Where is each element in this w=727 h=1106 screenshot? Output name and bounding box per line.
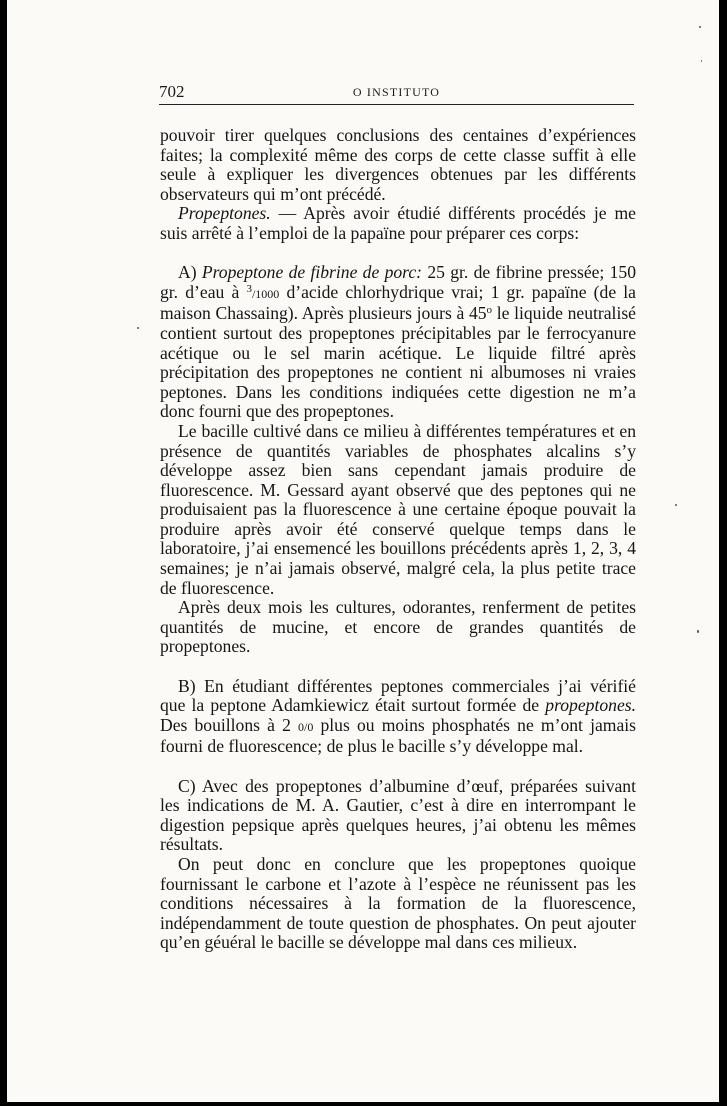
speck-mark: [701, 60, 702, 62]
paragraph-b: [160, 677, 636, 757]
item-label: A): [178, 262, 202, 283]
section-lead: Propeptones.: [178, 203, 271, 224]
paragraph-a: [160, 263, 636, 422]
paragraph-deux-mois: Après deux mois les cultures, odorantes, renferment de petites quantités de mucine, et encore de grandes quantités de propeptones.: [160, 597, 636, 657]
fraction-numerator: 3: [246, 282, 252, 295]
paragraph-text: — Après avoir étudié différents procédés je me suis arrêté à l’emploi de la papaïne pour préparer ces corps:: [160, 203, 636, 243]
speck-mark: [697, 630, 699, 633]
speck-mark: [675, 504, 677, 506]
running-title: O INSTITUTO: [352, 85, 441, 99]
paragraph-text: B) En étudiant différentes peptones commerciales j’ai vérifié que la peptone Adamkiewicz était surtout formée de: [160, 675, 636, 716]
speck-mark: [699, 26, 701, 28]
percent-sign: 0/0: [298, 719, 314, 734]
paragraph-text: le liquide neutralisé contient surtout des propeptones précipitables par le ferrocyanure acétique ou le sel marin acétique. Le liquide filtré après précipitation des propeptones ne contient ni albumoses ni vraies peptones. Dans les conditions indiquées cette digestion ne m’a donc fourni que des propeptones.: [160, 303, 636, 422]
page-header: [159, 80, 634, 105]
paragraph-continuation: pouvoir tirer quelques conclusions des centaines d’expériences faites; la complexité même des corps de cette classe suffit à elle seule à expliquer les divergences obtenues par les différents observateurs qui m’ont précédé.: [160, 125, 636, 204]
page-body: [160, 126, 636, 953]
page-number: 702: [159, 82, 185, 101]
item-title: Propeptone de fibrine de porc:: [201, 262, 423, 283]
italic-term: propeptones.: [545, 695, 636, 716]
paragraph-text: d’acide chlorhydrique vrai; 1 gr. papaïne (de la maison Chassaing). Après plusieurs jours à 45: [160, 281, 636, 324]
paragraph-text: Des bouillons à 2: [160, 714, 299, 735]
book-page: [7, 0, 719, 1102]
degree-mark: o: [486, 304, 493, 317]
paragraph-c: C) Avec des propeptones d’albumine d’œuf, préparées suivant les indications de M. A. Gautier, c’est à dire en interrompant le digestion pepsique après quelques heures, j’ai obtenu les mêmes résultats.: [160, 775, 636, 855]
speck-mark: [137, 327, 139, 329]
paragraph-propeptones-intro: [160, 204, 636, 243]
paragraph-text: plus ou moins phosphatés ne m’ont jamais fourni de fluorescence; de plus le bacille s’y développe mal.: [160, 714, 636, 757]
paragraph-text: 25 gr. de fibrine pressée; 150 gr. d’eau à: [160, 262, 636, 302]
fraction-denominator: /1000: [251, 286, 280, 301]
paragraph-conclusion: On peut donc en conclure que les propeptones quoique fournissant le carbone et l’azote à l’espèce ne réunissent pas les conditions nécessaires à la formation de la fluorescence, indépendamment de toute question de phosphates. On peut ajouter qu’en géuéral le bacille se développe mal dans ces milieux.: [160, 853, 636, 953]
paragraph-bacille: Le bacille cultivé dans ce milieu à différentes températures et en présence de quantités variables de phosphates alcalins s’y développe assez bien sans cependant jamais produire de fluorescence. M. Gessard ayant observé que des peptones qui ne produisaient pas la fluorescence à une certaine époque pouvait la produire après avoir été conservé quelque temps dans le laboratoire, j’ai ensemencé les bouillons précédents après 1, 2, 3, 4 semaines; je n’ai jamais observé, malgré cela, la plus petite trace de fluorescence.: [160, 420, 636, 598]
